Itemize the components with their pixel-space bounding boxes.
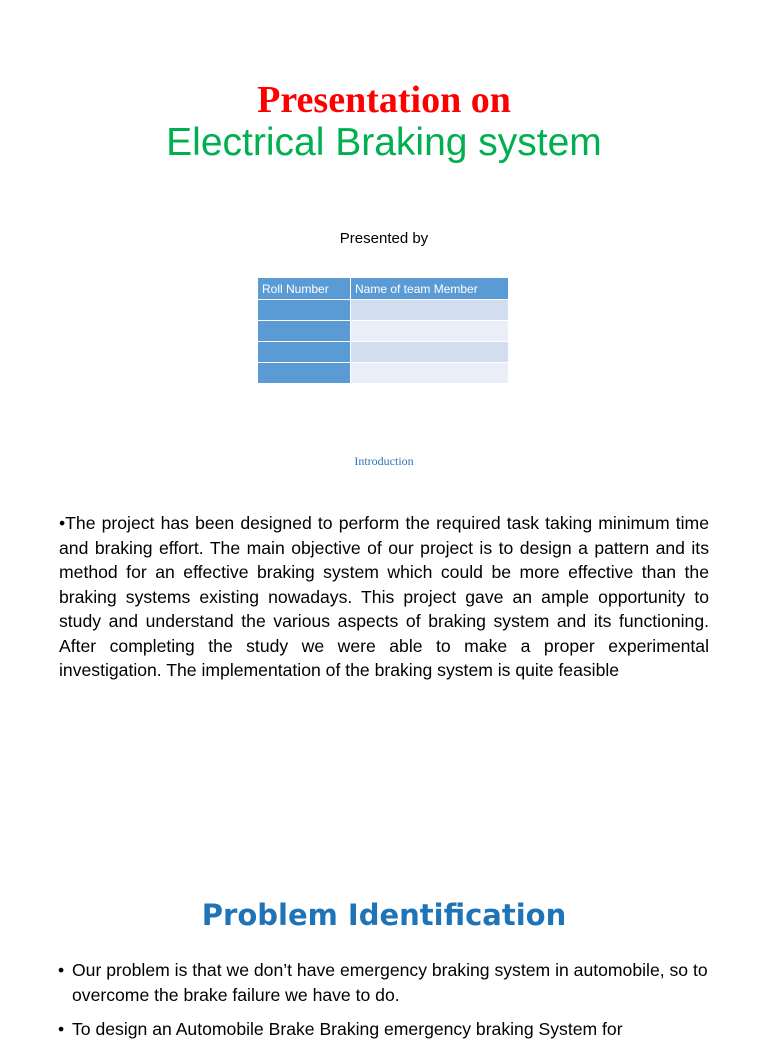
- bullet-text: Our problem is that we don’t have emergency braking system in automobile, so to overcome the brake failure we have to do.: [72, 960, 708, 1005]
- team-table: [258, 278, 508, 384]
- list-item: [58, 1017, 718, 1042]
- problem-identification-heading: Problem Identification: [201, 898, 567, 932]
- roll-number-cell: [258, 300, 351, 321]
- header-team-member: Name of team Member: [351, 278, 508, 300]
- team-member-cell: [351, 363, 508, 384]
- table-row: [258, 300, 508, 321]
- list-item: [58, 958, 718, 1007]
- title-line-2: Electrical Braking system: [166, 121, 602, 164]
- bullet-icon: •: [58, 960, 65, 980]
- presented-by-label: Presented by: [339, 230, 429, 247]
- title-line-1: Presentation on: [257, 79, 511, 121]
- table-row: [258, 342, 508, 363]
- introduction-paragraph: •The project has been designed to perform the required task taking minimum time and braking effort. The main objective of our project is to design a pattern and its method for an effective braking system which could be more effective than the braking systems existing nowadays. This project gave an ample opportunity to study and understand the various aspects of braking system and its functioning. After completing the study we were able to make a proper experimental investigation. The implementation of the braking system is quite feasible: [59, 513, 709, 680]
- table-row: [258, 321, 508, 342]
- team-member-cell: [351, 342, 508, 363]
- team-member-cell: [351, 321, 508, 342]
- roll-number-cell: [258, 342, 351, 363]
- bullet-icon: •: [58, 1019, 65, 1039]
- problem-bullet-list: [58, 958, 718, 1052]
- header-roll-number: Roll Number: [258, 278, 351, 300]
- bullet-text: To design an Automobile Brake Braking emergency braking System for: [72, 1019, 623, 1039]
- roll-number-cell: [258, 363, 351, 384]
- roll-number-cell: [258, 321, 351, 342]
- table-row: [258, 363, 508, 384]
- team-table-header-row: [258, 278, 508, 300]
- introduction-label: Introduction: [354, 454, 414, 468]
- team-member-cell: [351, 300, 508, 321]
